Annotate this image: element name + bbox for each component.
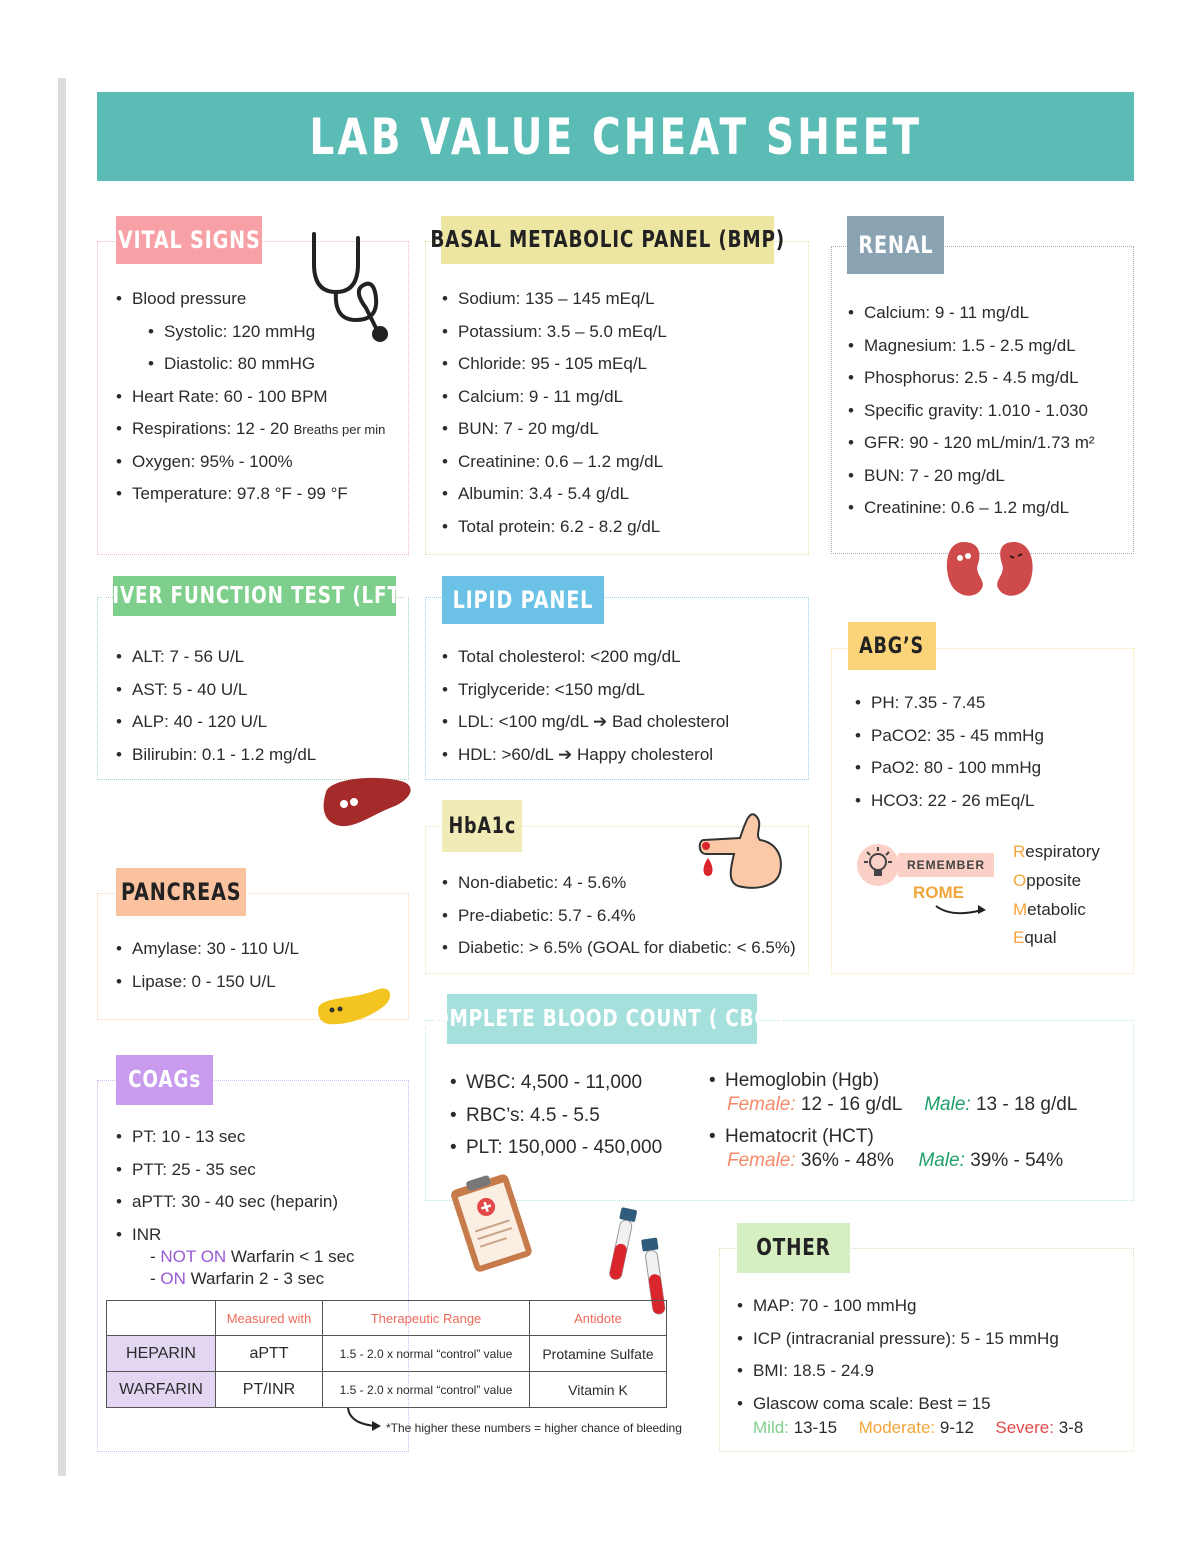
vital-signs-heading-text: VITAL SIGNS: [117, 226, 261, 254]
female-label: Female:: [727, 1150, 796, 1171]
female-label: Female:: [727, 1094, 796, 1115]
therapeutic-range: 1.5 - 2.0 x normal “control” value: [323, 1336, 530, 1372]
list-item: • PTT: 25 - 35 sec: [116, 1159, 338, 1192]
rome-word: espiratory: [1025, 842, 1100, 861]
list-item: • Specific gravity: 1.010 - 1.030: [848, 400, 1095, 433]
inr-dash: -: [150, 1247, 161, 1266]
coags-list: [116, 1126, 338, 1256]
list-item: • Creatinine: 0.6 – 1.2 mg/dL: [848, 497, 1095, 530]
inr-on-label: ON: [160, 1269, 186, 1288]
list-item: • RBC’s: 4.5 - 5.5: [450, 1105, 662, 1138]
list-item: • BUN: 7 - 20 mg/dL: [848, 465, 1095, 498]
rome-letter: M: [1013, 900, 1028, 919]
drug-name: WARFARIN: [107, 1372, 216, 1408]
coags-heading-text: COAGs: [128, 1067, 201, 1093]
title-banner: [97, 92, 1134, 181]
table-header-row: [107, 1301, 667, 1336]
list-item: • aPTT: 30 - 40 sec (heparin): [116, 1191, 338, 1224]
measured-with: aPTT: [216, 1336, 323, 1372]
bmp-heading: [430, 216, 785, 264]
mild-label: Mild:: [753, 1418, 789, 1437]
list-item: • Bilirubin: 0.1 - 1.2 mg/dL: [116, 744, 316, 777]
rome-label: ROME: [913, 883, 964, 902]
list-item: • GFR: 90 - 120 mL/min/1.73 m²: [848, 432, 1095, 465]
lft-heading-text: LIVER FUNCTION TEST (LFT): [99, 583, 410, 609]
list-item: • Sodium: 135 – 145 mEq/L: [442, 288, 667, 321]
bmp-list: [442, 288, 667, 548]
cbc-heading: [418, 994, 786, 1044]
list-item: • HDL: >60/dL ➔ Happy cholesterol: [442, 744, 729, 777]
pancreas-icon: [314, 986, 394, 1028]
table-footnote: *The higher these numbers = higher chance of bleeding: [386, 1421, 682, 1435]
inr-not-on-label: NOT ON: [160, 1247, 227, 1266]
list-item: • AST: 5 - 40 U/L: [116, 679, 316, 712]
coags-heading: [116, 1055, 213, 1105]
respirations-text: Respirations: 12 - 20: [132, 419, 289, 438]
antidote: Protamine Sulfate: [530, 1336, 667, 1372]
moderate-label: Moderate:: [858, 1418, 936, 1437]
list-item: • WBC: 4,500 - 11,000: [450, 1072, 662, 1105]
moderate-value: 9-12: [939, 1418, 974, 1437]
cbc-left-list: [450, 1072, 662, 1170]
list-item: • Phosphorus: 2.5 - 4.5 mg/dL: [848, 367, 1095, 400]
severe-label: Severe:: [995, 1418, 1054, 1437]
list-item: • Total protein: 6.2 - 8.2 g/dL: [442, 516, 667, 549]
abgs-list: [855, 692, 1044, 822]
rome-equal: [1013, 928, 1056, 948]
other-heading: [737, 1223, 850, 1273]
hgb-male-value: 13 - 18 g/dL: [975, 1094, 1078, 1115]
hba1c-list: [442, 872, 796, 970]
other-heading-text: OTHER: [756, 1235, 831, 1261]
rome-letter: O: [1013, 871, 1027, 890]
list-item: • Diastolic: 80 mmHG: [116, 353, 385, 386]
inr-on-value: Warfarin 2 - 3 sec: [185, 1269, 325, 1288]
list-item: • Calcium: 9 - 11 mg/dL: [848, 302, 1095, 335]
hct-female-value: 36% - 48%: [800, 1150, 894, 1171]
list-item: • Temperature: 97.8 °F - 99 °F: [116, 483, 385, 516]
table-row: [107, 1372, 667, 1408]
list-item: • Magnesium: 1.5 - 2.5 mg/dL: [848, 335, 1095, 368]
clipboard-icon: [444, 1170, 540, 1280]
inr-dash: -: [150, 1269, 161, 1288]
list-item: • Albumin: 3.4 - 5.4 g/dL: [442, 483, 667, 516]
rome-letter: R: [1013, 842, 1026, 861]
table-header-antidote: Antidote: [530, 1301, 667, 1336]
list-item: • Hemoglobin (Hgb): [709, 1070, 879, 1103]
antidote: Vitamin K: [530, 1372, 667, 1408]
severe-value: 3-8: [1058, 1418, 1084, 1437]
rome-word: qual: [1024, 928, 1057, 947]
list-item: • BUN: 7 - 20 mg/dL: [442, 418, 667, 451]
list-item: • PaO2: 80 - 100 mmHg: [855, 757, 1044, 790]
measured-with: PT/INR: [216, 1372, 323, 1408]
list-item: • Total cholesterol: <200 mg/dL: [442, 646, 729, 679]
inr-not-on: [150, 1247, 355, 1267]
anticoagulant-table: [106, 1300, 667, 1408]
table-row: [107, 1336, 667, 1372]
bmp-heading-text: BASAL METABOLIC PANEL (BMP): [430, 227, 785, 253]
hgb-female-value: 12 - 16 g/dL: [800, 1094, 902, 1115]
list-item: • Hematocrit (HCT): [709, 1126, 874, 1159]
therapeutic-range: 1.5 - 2.0 x normal “control” value: [323, 1372, 530, 1408]
abgs-heading: [848, 622, 936, 670]
lft-heading: [99, 576, 410, 616]
list-item: • BMI: 18.5 - 24.9: [737, 1360, 1059, 1393]
list-item: • PT: 10 - 13 sec: [116, 1126, 338, 1159]
hct-values: [727, 1150, 1063, 1172]
male-label: Male:: [924, 1094, 971, 1115]
respirations-unit: Breaths per min: [293, 422, 386, 437]
footnote-arrow-icon: [344, 1406, 384, 1432]
list-item: • Systolic: 120 mmHg: [116, 321, 385, 354]
list-item: • PLT: 150,000 - 450,000: [450, 1137, 662, 1170]
rome-respiratory: [1013, 842, 1100, 862]
male-label: Male:: [918, 1150, 965, 1171]
list-item: • ICP (intracranial pressure): 5 - 15 mmHg: [737, 1328, 1059, 1361]
list-item: • MAP: 70 - 100 mmHg: [737, 1295, 1059, 1328]
renal-list: [848, 302, 1095, 530]
list-item: • Non-diabetic: 4 - 5.6%: [442, 872, 796, 905]
other-list: [737, 1295, 1059, 1425]
pancreas-list: [116, 938, 299, 1003]
list-item: • Triglyceride: <150 mg/dL: [442, 679, 729, 712]
renal-heading-text: RENAL: [857, 231, 934, 259]
page-left-edge: [58, 78, 66, 1476]
list-item: • Blood pressure: [116, 288, 385, 321]
lipid-list: [442, 646, 729, 776]
list-item: • HCO3: 22 - 26 mEq/L: [855, 790, 1044, 823]
kidneys-icon: [942, 538, 1038, 602]
list-item: • Diabetic: > 6.5% (GOAL for diabetic: < 6.5%): [442, 937, 796, 970]
pancreas-heading: [116, 868, 246, 916]
list-item: • LDL: <100 mg/dL ➔ Bad cholesterol: [442, 711, 729, 744]
hgb-values: [727, 1094, 1077, 1116]
cbc-heading-text: COMPLETE BLOOD COUNT ( CBC ): [418, 1006, 786, 1032]
rome-word: pposite: [1026, 871, 1082, 890]
list-item: • Glascow coma scale: Best = 15: [737, 1393, 1059, 1426]
list-item: • ALT: 7 - 56 U/L: [116, 646, 316, 679]
vital-signs-list: [116, 288, 385, 516]
rome-opposite: [1013, 871, 1081, 891]
list-item: • Creatinine: 0.6 – 1.2 mg/dL: [442, 451, 667, 484]
list-item: • Oxygen: 95% - 100%: [116, 451, 385, 484]
list-item: • Pre-diabetic: 5.7 - 6.4%: [442, 905, 796, 938]
table-header-blank: [107, 1301, 216, 1336]
list-item: • ALP: 40 - 120 U/L: [116, 711, 316, 744]
list-item: [116, 418, 385, 451]
vital-signs-heading: [116, 216, 262, 264]
drug-name: HEPARIN: [107, 1336, 216, 1372]
renal-heading: [847, 216, 944, 274]
abgs-heading-text: ABG’S: [859, 633, 925, 659]
list-item: • Heart Rate: 60 - 100 BPM: [116, 386, 385, 419]
liver-icon: [320, 776, 414, 834]
rome-metabolic: [1013, 900, 1086, 920]
remember-badge: REMEMBER: [898, 853, 994, 877]
lipid-heading: [442, 576, 604, 624]
arrow-icon: [934, 900, 990, 920]
list-item: • Chloride: 95 - 105 mEq/L: [442, 353, 667, 386]
mild-value: 13-15: [793, 1418, 838, 1437]
page-title: LAB VALUE CHEAT SHEET: [309, 107, 922, 166]
list-item: • PaCO2: 35 - 45 mmHg: [855, 725, 1044, 758]
lipid-heading-text: LIPID PANEL: [452, 586, 594, 614]
list-item: • Lipase: 0 - 150 U/L: [116, 971, 299, 1004]
list-item: • Potassium: 3.5 – 5.0 mEq/L: [442, 321, 667, 354]
rome-word: etabolic: [1027, 900, 1086, 919]
hba1c-heading-text: HbA1c: [448, 813, 516, 839]
lft-list: [116, 646, 316, 776]
list-item: • INR: [116, 1224, 338, 1257]
gcs-severity: [753, 1418, 1083, 1438]
table-header-range: Therapeutic Range: [323, 1301, 530, 1336]
hba1c-heading: [442, 800, 522, 852]
list-item: • Amylase: 30 - 110 U/L: [116, 938, 299, 971]
list-item: • PH: 7.35 - 7.45: [855, 692, 1044, 725]
lightbulb-icon: [856, 843, 900, 887]
table-header-measured: Measured with: [216, 1301, 323, 1336]
rome-letter: E: [1013, 928, 1025, 947]
inr-not-on-value: Warfarin < 1 sec: [226, 1247, 355, 1266]
pancreas-heading-text: PANCREAS: [120, 878, 242, 906]
inr-on: [150, 1269, 324, 1289]
hct-male-value: 39% - 54%: [970, 1150, 1064, 1171]
list-item: • Calcium: 9 - 11 mg/dL: [442, 386, 667, 419]
